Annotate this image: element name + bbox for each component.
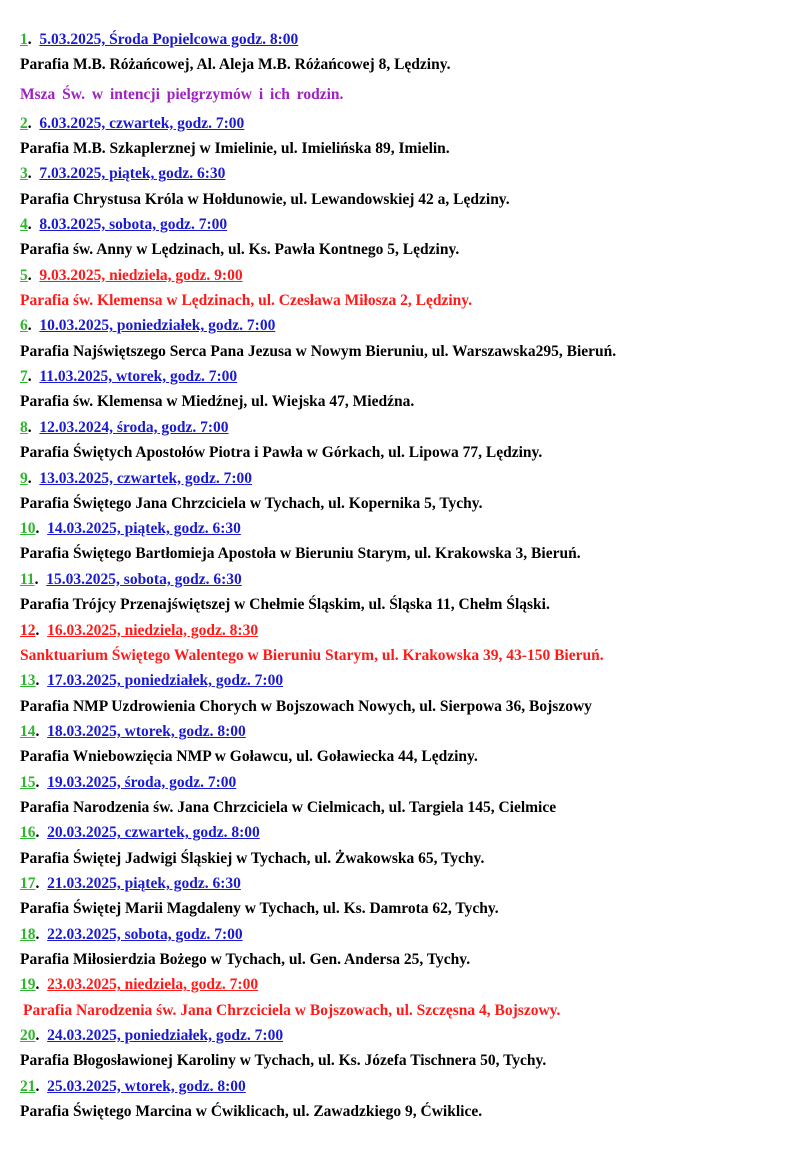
entry-number: 5 bbox=[20, 266, 28, 284]
entry-number: 3 bbox=[20, 165, 28, 183]
entry-date-link[interactable]: 15.03.2025, sobota, godz. 6:30 bbox=[46, 570, 242, 588]
entry-number: 19 bbox=[20, 976, 36, 994]
entry-date-link[interactable]: 12.03.2024, środa, godz. 7:00 bbox=[39, 418, 229, 436]
entry-parish: Parafia M.B. Różańcowej, Al. Aleja M.B. Różańcowej 8, Lędziny. bbox=[20, 56, 451, 74]
entry-header bbox=[20, 111, 805, 136]
entry-parish: Parafia Wniebowzięcia NMP w Goławcu, ul. Goławiecka 44, Lędziny. bbox=[20, 748, 478, 766]
entry-number: 14 bbox=[20, 722, 36, 740]
entry-date-link[interactable]: 13.03.2025, czwartek, godz. 7:00 bbox=[39, 469, 253, 487]
entry-number: 2 bbox=[20, 114, 28, 132]
entry-parish: Parafia Błogosławionej Karoliny w Tychach, ul. Ks. Józefa Tischnera 50, Tychy. bbox=[20, 1052, 547, 1070]
entry-header bbox=[20, 161, 805, 186]
entry-separator: . bbox=[27, 317, 40, 335]
entry-parish: Parafia Trójcy Przenajświętszej w Chełmie Śląskim, ul. Śląska 11, Chełm Śląski. bbox=[20, 596, 550, 614]
entry-header bbox=[20, 922, 805, 947]
entry-number: 13 bbox=[20, 672, 36, 690]
entry-separator: . bbox=[35, 672, 48, 690]
entry-parish: Parafia M.B. Szkaplerznej w Imielinie, ul. Imielińska 89, Imielin. bbox=[20, 139, 450, 157]
entry-header bbox=[20, 820, 805, 845]
entry-separator: . bbox=[35, 1077, 48, 1095]
entry-separator: . bbox=[35, 925, 48, 943]
entry-parish: Parafia Świętej Marii Magdaleny w Tychach, ul. Ks. Damrota 62, Tychy. bbox=[20, 900, 499, 918]
entry-header bbox=[20, 719, 805, 744]
entry-number: 1 bbox=[20, 31, 28, 48]
entry-separator: . bbox=[27, 31, 40, 48]
entry-header bbox=[20, 972, 805, 997]
entry-header bbox=[20, 27, 805, 52]
entry-date-link[interactable]: 18.03.2025, wtorek, godz. 8:00 bbox=[47, 722, 246, 740]
entry-separator: . bbox=[27, 469, 40, 487]
entry-separator: . bbox=[35, 824, 48, 842]
entry-separator: . bbox=[27, 368, 40, 386]
entry-separator: . bbox=[35, 875, 48, 892]
entry-number: 16 bbox=[20, 824, 36, 842]
entry-parish: Parafia Świętego Marcina w Ćwiklicach, ul. Zawadzkiego 9, Ćwiklice. bbox=[20, 1103, 483, 1121]
entry-separator: . bbox=[35, 773, 48, 791]
entry-parish: Parafia Chrystusa Króla w Hołdunowie, ul. Lewandowskiej 42 a, Lędziny. bbox=[20, 190, 510, 208]
entry-date-link[interactable]: 22.03.2025, sobota, godz. 7:00 bbox=[47, 925, 243, 943]
entry-number: 8 bbox=[20, 418, 28, 436]
entry-parish: Parafia Narodzenia św. Jana Chrzciciela w Cielmicach, ul. Targiela 145, Cielmice bbox=[20, 798, 557, 816]
entry-number: 9 bbox=[20, 469, 28, 487]
entry-date-link[interactable]: 5.03.2025, Środa Popielcowa godz. 8:00 bbox=[39, 31, 299, 48]
entry-date-link[interactable]: 20.03.2025, czwartek, godz. 8:00 bbox=[47, 824, 260, 842]
entry-date-link[interactable]: 9.03.2025, niedziela, godz. 9:00 bbox=[39, 266, 243, 284]
entry-separator: . bbox=[35, 976, 48, 994]
entry-date-link[interactable]: 19.03.2025, środa, godz. 7:00 bbox=[47, 773, 237, 791]
entry-header bbox=[20, 212, 805, 237]
entry-separator: . bbox=[35, 722, 48, 740]
entry-number: 21 bbox=[20, 1077, 36, 1095]
entry-date-link[interactable]: 23.03.2025, niedziela, godz. 7:00 bbox=[47, 976, 259, 994]
entry-parish: Parafia Najświętszego Serca Pana Jezusa w Nowym Bieruniu, ul. Warszawska295, Bieruń. bbox=[20, 342, 617, 360]
entry-separator: . bbox=[27, 216, 40, 234]
entry-number: 11 bbox=[20, 570, 35, 588]
entry-separator: . bbox=[27, 266, 40, 284]
entry-parish: Parafia Świętego Bartłomieja Apostoła w Bieruniu Starym, ul. Krakowska 3, Bieruń. bbox=[20, 545, 581, 563]
entry-date-link[interactable]: 10.03.2025, poniedziałek, godz. 7:00 bbox=[39, 317, 276, 335]
entry-number: 20 bbox=[20, 1027, 36, 1045]
entry-header bbox=[20, 466, 805, 491]
entry-separator: . bbox=[35, 1027, 48, 1045]
entry-parish: Parafia św. Anny w Lędzinach, ul. Ks. Pawła Kontnego 5, Lędziny. bbox=[20, 241, 460, 259]
entry-number: 17 bbox=[20, 875, 36, 892]
entry-parish: Parafia Narodzenia św. Jana Chrzciciela w Bojszowach, ul. Szczęsna 4, Bojszowy. bbox=[23, 1001, 561, 1019]
entry-header bbox=[20, 263, 805, 288]
entry-separator: . bbox=[35, 520, 48, 538]
entry-date-link[interactable]: 8.03.2025, sobota, godz. 7:00 bbox=[39, 216, 228, 234]
entry-header bbox=[20, 313, 805, 338]
entry-number: 6 bbox=[20, 317, 28, 335]
entry-number: 4 bbox=[20, 216, 28, 234]
entry-header bbox=[20, 516, 805, 541]
entry-parish: Parafia Świętej Jadwigi Śląskiej w Tychach, ul. Żwakowska 65, Tychy. bbox=[20, 849, 485, 867]
entry-date-link[interactable]: 6.03.2025, czwartek, godz. 7:00 bbox=[39, 114, 245, 132]
entry-parish: Sanktuarium Świętego Walentego w Bieruniu Starym, ul. Krakowska 39, 43-150 Bieruń. bbox=[20, 646, 604, 664]
entry-header bbox=[20, 871, 805, 896]
entry-separator: . bbox=[27, 418, 40, 436]
entry-parish: Parafia św. Klemensa w Miedźnej, ul. Wiejska 47, Miedźna. bbox=[20, 393, 415, 411]
entry-number: 18 bbox=[20, 925, 36, 943]
entry-number: 12 bbox=[20, 621, 36, 639]
entry-number: 7 bbox=[20, 368, 28, 386]
entry-date-link[interactable]: 17.03.2025, poniedziałek, godz. 7:00 bbox=[47, 672, 284, 690]
entry-date-link[interactable]: 24.03.2025, poniedziałek, godz. 7:00 bbox=[47, 1027, 284, 1045]
entry-date-link[interactable]: 21.03.2025, piątek, godz. 6:30 bbox=[47, 875, 241, 892]
entry-date-link[interactable]: 7.03.2025, piątek, godz. 6:30 bbox=[39, 165, 226, 183]
intention-note: Msza Św. w intencji pielgrzymów i ich rodzin. bbox=[20, 85, 344, 103]
entry-separator: . bbox=[35, 621, 48, 639]
entry-header bbox=[20, 668, 805, 693]
entry-header bbox=[20, 567, 805, 592]
entry-separator: . bbox=[27, 114, 40, 132]
entry-date-link[interactable]: 14.03.2025, piątek, godz. 6:30 bbox=[47, 520, 241, 538]
entry-header bbox=[20, 618, 805, 643]
entry-parish: Parafia Świętych Apostołów Piotra i Pawła w Górkach, ul. Lipowa 77, Lędziny. bbox=[20, 444, 543, 462]
entry-header bbox=[20, 1023, 805, 1048]
entry-header bbox=[20, 1074, 805, 1099]
entry-date-link[interactable]: 16.03.2025, niedziela, godz. 8:30 bbox=[47, 621, 259, 639]
entry-parish: Parafia Miłosierdzia Bożego w Tychach, ul. Gen. Andersa 25, Tychy. bbox=[20, 950, 471, 968]
entry-parish: Parafia Świętego Jana Chrzciciela w Tychach, ul. Kopernika 5, Tychy. bbox=[20, 494, 483, 512]
entry-separator: . bbox=[34, 570, 47, 588]
entry-header bbox=[20, 364, 805, 389]
entry-date-link[interactable]: 11.03.2025, wtorek, godz. 7:00 bbox=[39, 368, 238, 386]
entry-parish: Parafia św. Klemensa w Lędzinach, ul. Czesława Miłosza 2, Lędziny. bbox=[20, 292, 473, 310]
entry-number: 10 bbox=[20, 520, 36, 538]
entry-parish: Parafia NMP Uzdrowienia Chorych w Bojszowach Nowych, ul. Sierpowa 36, Bojszowy bbox=[20, 697, 592, 715]
entry-date-link[interactable]: 25.03.2025, wtorek, godz. 8:00 bbox=[47, 1077, 246, 1095]
entry-header bbox=[20, 770, 805, 795]
entry-header bbox=[20, 415, 805, 440]
schedule-document bbox=[20, 27, 805, 1124]
entry-number: 15 bbox=[20, 773, 36, 791]
entry-separator: . bbox=[27, 165, 40, 183]
